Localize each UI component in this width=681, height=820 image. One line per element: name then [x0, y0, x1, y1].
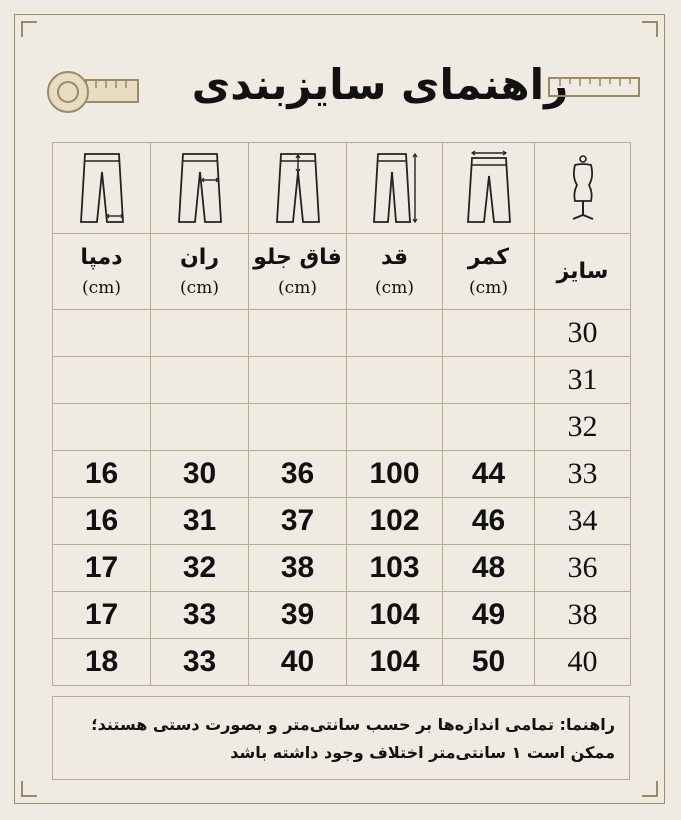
- table-cell: 18: [53, 639, 151, 686]
- table-row: [53, 592, 631, 639]
- table-cell: [53, 357, 151, 404]
- table-cell: [151, 310, 249, 357]
- size-cell: 40: [535, 639, 631, 686]
- table-cell: [443, 357, 535, 404]
- column-header: [249, 234, 347, 310]
- table-cell: [53, 310, 151, 357]
- column-label: کمر: [467, 244, 510, 270]
- page-title: راهنمای سایزبندی: [191, 60, 569, 109]
- column-header: [53, 234, 151, 310]
- table-cell: 32: [151, 545, 249, 592]
- table-cell: [249, 357, 347, 404]
- pants-front-rise-icon: [249, 143, 347, 234]
- column-unit: (cm): [469, 277, 508, 298]
- table-cell: [347, 357, 443, 404]
- frame-corner: [642, 781, 658, 797]
- size-column-label: سایز: [556, 259, 609, 284]
- table-row: [53, 498, 631, 545]
- table-cell: 50: [443, 639, 535, 686]
- size-cell: 34: [535, 498, 631, 545]
- size-cell: 38: [535, 592, 631, 639]
- table-cell: 39: [249, 592, 347, 639]
- table-cell: [443, 310, 535, 357]
- table-cell: [53, 404, 151, 451]
- table-cell: [443, 404, 535, 451]
- size-table: [52, 142, 631, 686]
- table-cell: 16: [53, 498, 151, 545]
- table-cell: 104: [347, 592, 443, 639]
- mannequin-icon: [535, 143, 631, 234]
- table-cell: 49: [443, 592, 535, 639]
- table-row: [53, 404, 631, 451]
- table-row: [53, 639, 631, 686]
- measuring-tape-icon: [46, 62, 142, 114]
- table-cell: 38: [249, 545, 347, 592]
- frame-corner: [21, 21, 37, 37]
- table-row: [53, 545, 631, 592]
- column-header: [443, 234, 535, 310]
- table-cell: 104: [347, 639, 443, 686]
- size-cell: 36: [535, 545, 631, 592]
- table-cell: 33: [151, 639, 249, 686]
- table-cell: 37: [249, 498, 347, 545]
- size-column-header: [535, 234, 631, 310]
- column-header: [347, 234, 443, 310]
- column-label: قد: [380, 244, 409, 270]
- table-body: [53, 310, 631, 686]
- table-cell: 36: [249, 451, 347, 498]
- table-cell: 30: [151, 451, 249, 498]
- pants-thigh-icon: [151, 143, 249, 234]
- icon-row: [53, 143, 631, 234]
- table-cell: 46: [443, 498, 535, 545]
- guide-note: راهنما: تمامی اندازه‌ها بر حسب سانتی‌متر و بصورت دستی هستند؛ممکن است ۱ سانتی‌متر اختلاف وجود داشته باشد: [52, 696, 630, 780]
- table-cell: [151, 357, 249, 404]
- frame-corner: [642, 21, 658, 37]
- header-row: [53, 234, 631, 310]
- table-cell: 33: [151, 592, 249, 639]
- table-cell: 48: [443, 545, 535, 592]
- column-unit: (cm): [278, 277, 317, 298]
- column-header: [151, 234, 249, 310]
- column-label: فاق جلو: [253, 244, 342, 270]
- table-cell: [249, 404, 347, 451]
- table-row: [53, 451, 631, 498]
- table-cell: 44: [443, 451, 535, 498]
- pants-waist-icon: [443, 143, 535, 234]
- table-cell: [249, 310, 347, 357]
- table-cell: 17: [53, 592, 151, 639]
- size-cell: 31: [535, 357, 631, 404]
- table-cell: 103: [347, 545, 443, 592]
- table-row: [53, 310, 631, 357]
- ruler-icon: [548, 74, 640, 100]
- header: [40, 52, 640, 122]
- pants-length-icon: [347, 143, 443, 234]
- pants-hem-icon: [53, 143, 151, 234]
- column-label: دمپا: [80, 244, 123, 270]
- table-cell: 102: [347, 498, 443, 545]
- column-unit: (cm): [82, 277, 121, 298]
- table-row: [53, 357, 631, 404]
- column-unit: (cm): [180, 277, 219, 298]
- column-label: ران: [180, 244, 219, 270]
- table-cell: [347, 310, 443, 357]
- table-cell: [151, 404, 249, 451]
- size-cell: 33: [535, 451, 631, 498]
- table-cell: 17: [53, 545, 151, 592]
- table-cell: 100: [347, 451, 443, 498]
- size-cell: 30: [535, 310, 631, 357]
- frame-corner: [21, 781, 37, 797]
- table-cell: [347, 404, 443, 451]
- column-unit: (cm): [375, 277, 414, 298]
- table-cell: 31: [151, 498, 249, 545]
- size-cell: 32: [535, 404, 631, 451]
- table-cell: 16: [53, 451, 151, 498]
- table-cell: 40: [249, 639, 347, 686]
